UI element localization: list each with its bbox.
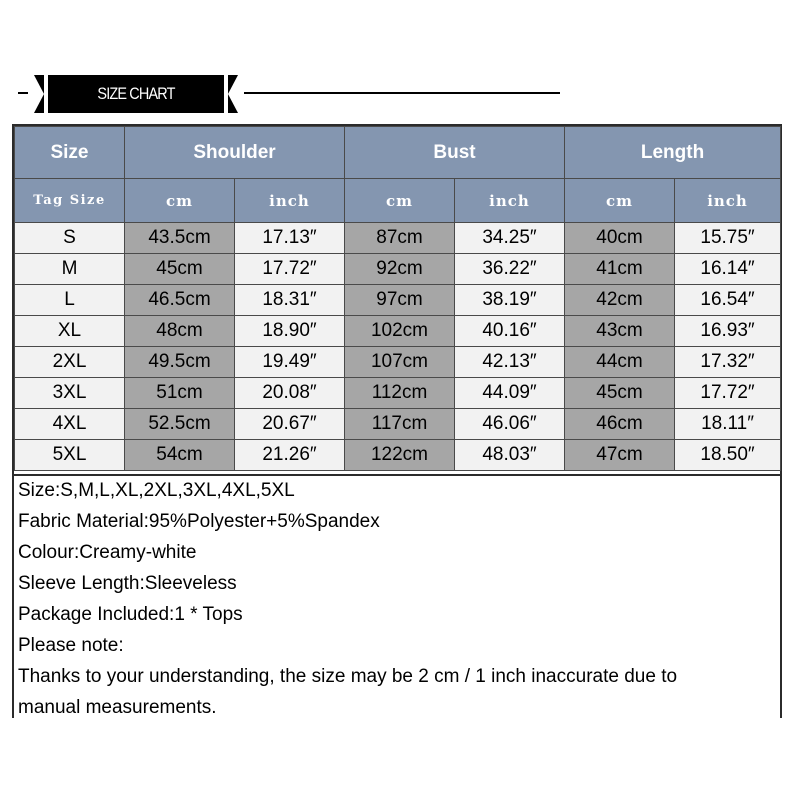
unit-cell: cm (565, 179, 675, 223)
header-tag-size: Tag Size (15, 179, 125, 223)
table-cell: 18.31″ (235, 285, 345, 316)
note-package: Package Included:1 * Tops (18, 604, 243, 625)
table-row (15, 378, 781, 409)
note-colour: Colour:Creamy-white (18, 542, 197, 563)
size-table (14, 126, 781, 471)
banner-tag (34, 75, 238, 113)
table-cell: 42.13″ (455, 347, 565, 378)
table-cell: 45cm (565, 378, 675, 409)
table-cell: 87cm (345, 223, 455, 254)
table-row (15, 440, 781, 471)
table-cell: 18.50″ (675, 440, 781, 471)
size-label: S (15, 223, 125, 254)
unit-cell: inch (455, 179, 565, 223)
table-cell: 34.25″ (455, 223, 565, 254)
table-cell: 16.14″ (675, 254, 781, 285)
table-cell: 45cm (125, 254, 235, 285)
table-cell: 20.08″ (235, 378, 345, 409)
note-fabric: Fabric Material:95%Polyester+5%Spandex (18, 511, 380, 532)
table-cell: 16.93″ (675, 316, 781, 347)
size-chart-banner (0, 70, 800, 120)
banner-title: SIZE CHART (97, 84, 175, 103)
table-cell: 38.19″ (455, 285, 565, 316)
table-cell: 40cm (565, 223, 675, 254)
header-size: Size (15, 127, 125, 179)
note-line-2: manual measurements. (18, 697, 217, 718)
table-row (15, 347, 781, 378)
banner-line-right (244, 92, 560, 94)
table-cell: 44cm (565, 347, 675, 378)
table-unit-row (15, 179, 781, 223)
table-cell: 54cm (125, 440, 235, 471)
size-label: 2XL (15, 347, 125, 378)
size-label: 3XL (15, 378, 125, 409)
table-cell: 112cm (345, 378, 455, 409)
table-cell: 46cm (565, 409, 675, 440)
table-cell: 117cm (345, 409, 455, 440)
table-cell: 92cm (345, 254, 455, 285)
table-cell: 18.90″ (235, 316, 345, 347)
table-cell: 102cm (345, 316, 455, 347)
table-cell: 17.72″ (235, 254, 345, 285)
table-cell: 97cm (345, 285, 455, 316)
size-chart (12, 124, 782, 718)
header-shoulder: Shoulder (125, 127, 345, 179)
table-cell: 19.49″ (235, 347, 345, 378)
note-sleeve: Sleeve Length:Sleeveless (18, 573, 237, 594)
table-header-row (15, 127, 781, 179)
table-cell: 20.67″ (235, 409, 345, 440)
table-cell: 17.13″ (235, 223, 345, 254)
table-cell: 18.11″ (675, 409, 781, 440)
unit-cell: cm (125, 179, 235, 223)
table-cell: 41cm (565, 254, 675, 285)
size-label: 5XL (15, 440, 125, 471)
table-cell: 15.75″ (675, 223, 781, 254)
table-cell: 49.5cm (125, 347, 235, 378)
header-length: Length (565, 127, 781, 179)
table-cell: 21.26″ (235, 440, 345, 471)
size-label: L (15, 285, 125, 316)
size-label: 4XL (15, 409, 125, 440)
table-cell: 17.32″ (675, 347, 781, 378)
table-cell: 40.16″ (455, 316, 565, 347)
unit-cell: cm (345, 179, 455, 223)
note-sizes: Size:S,M,L,XL,2XL,3XL,4XL,5XL (18, 480, 295, 501)
unit-cell: inch (235, 179, 345, 223)
table-cell: 43.5cm (125, 223, 235, 254)
table-cell: 122cm (345, 440, 455, 471)
table-row (15, 285, 781, 316)
table-cell: 48.03″ (455, 440, 565, 471)
table-cell: 42cm (565, 285, 675, 316)
table-cell: 17.72″ (675, 378, 781, 409)
product-notes (14, 474, 780, 718)
size-label: M (15, 254, 125, 285)
note-title: Please note: (18, 635, 124, 656)
table-cell: 46.06″ (455, 409, 565, 440)
table-cell: 44.09″ (455, 378, 565, 409)
table-cell: 36.22″ (455, 254, 565, 285)
table-cell: 43cm (565, 316, 675, 347)
table-cell: 48cm (125, 316, 235, 347)
banner-dash-left (18, 92, 28, 94)
size-label: XL (15, 316, 125, 347)
table-row (15, 223, 781, 254)
table-cell: 52.5cm (125, 409, 235, 440)
table-cell: 46.5cm (125, 285, 235, 316)
table-row (15, 254, 781, 285)
note-line-1: Thanks to your understanding, the size may be 2 cm / 1 inch inaccurate due to (18, 666, 678, 687)
table-cell: 107cm (345, 347, 455, 378)
header-bust: Bust (345, 127, 565, 179)
table-cell: 47cm (565, 440, 675, 471)
table-row (15, 409, 781, 440)
table-row (15, 316, 781, 347)
table-cell: 51cm (125, 378, 235, 409)
table-cell: 16.54″ (675, 285, 781, 316)
unit-cell: inch (675, 179, 781, 223)
